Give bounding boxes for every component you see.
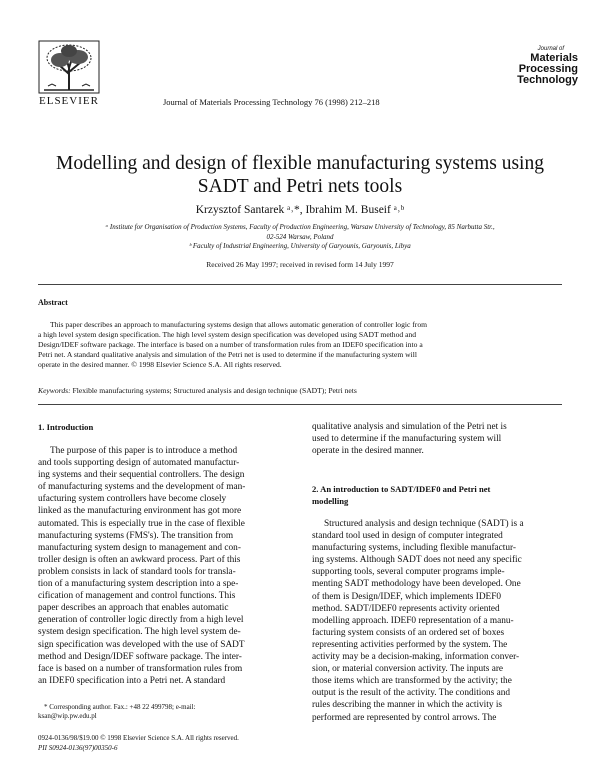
section-heading-sadt — [312, 483, 562, 507]
body-line: ing systems and their sequential controllers. The design — [38, 470, 245, 481]
body-line: paper describes an approach that enables automatic — [38, 603, 229, 614]
section-heading-intro: 1. Introduction — [38, 422, 94, 432]
journal-logo-line3: Technology — [517, 74, 578, 86]
affiliation-a-cont: 02-524 Warsaw, Poland — [266, 232, 334, 241]
affiliation-a: ᵃ Institute for Organisation of Production Systems, Faculty of Production Engineering, Warsaw University of Technology, 85 Narbutta Str., — [105, 223, 495, 231]
elsevier-tree-icon — [38, 40, 100, 94]
body-line: rules describing the manner in which the activity is — [312, 700, 503, 711]
abstract-line: This paper describes an approach to manufacturing systems design that allows automatic generation of controller logic from — [50, 320, 428, 329]
keywords — [38, 386, 357, 395]
body-line: automated. This is especially true in the case of flexible — [38, 518, 245, 529]
body-line: operate in the desired manner. — [312, 446, 424, 457]
body-line: problem consists in lack of standard tools for transla- — [38, 566, 236, 577]
body-line: cification of management and control functions. This — [38, 591, 236, 602]
body-line: sign specification was developed with the use of SADT — [38, 639, 245, 650]
rule-bottom — [38, 404, 562, 405]
body-line: an IDEF0 specification into a Petri net. A standard — [38, 675, 226, 686]
body-line: standard tool used in design of computer integrated — [312, 531, 503, 542]
body-line: sion, or material conversion activity. The inputs are — [312, 664, 504, 675]
journal-logo-of: Journal of — [537, 46, 564, 52]
left-column-body — [38, 445, 284, 687]
body-line: linked as the manufacturing environment has got more — [38, 506, 242, 517]
copyright — [38, 734, 338, 753]
body-line: troller design is often an awkward process. Part of this — [38, 554, 241, 565]
title-line-1: Modelling and design of flexible manufacturing systems using — [56, 153, 544, 174]
body-line: method and Design/IDEF software package. The inter- — [38, 651, 242, 662]
body-line: manufacturing system design to management and con- — [38, 542, 241, 553]
body-line: generation of controller logic directly from a high level — [38, 615, 244, 626]
body-line: of them is Design/IDEF, which implements IDEF0 — [312, 591, 502, 602]
elsevier-logo — [38, 40, 100, 106]
journal-logo-line2: Processing — [518, 63, 578, 75]
body-line: method. SADT/IDEF0 represents activity oriented — [312, 603, 500, 614]
title-line-2: SADT and Petri nets tools — [197, 176, 403, 197]
body-line: The purpose of this paper is to introduce a method — [50, 446, 238, 456]
body-line: used to determine if the manufacturing system will — [312, 434, 502, 445]
body-line: performed are represented by control arrows. The — [312, 712, 497, 723]
body-line: and tools supporting design of automated manufactur- — [38, 458, 240, 469]
body-line: output is the result of the activity. The conditions and — [312, 688, 511, 699]
publisher-name: ELSEVIER — [39, 95, 99, 107]
body-line: facturing system consists of an ordered set of boxes — [312, 627, 505, 638]
right-column-body — [312, 518, 562, 724]
section-heading-line-1: 2. An introduction to SADT/IDEF0 and Petri net — [312, 484, 491, 494]
abstract-line: a high level system design specification. The high level system design specification was developed using SADT method and — [38, 330, 417, 340]
right-column-top — [312, 421, 562, 457]
body-line: of manufacturing systems and the development of man- — [38, 482, 246, 493]
body-line: tion of a manufacturing system description into a spe- — [38, 579, 239, 590]
body-line: menting SADT methodology have been developed. One — [312, 579, 521, 590]
affiliations — [40, 223, 560, 252]
affiliation-b: ᵇ Faculty of Industrial Engineering, University of Garyounis, Garyounis, Libya — [189, 242, 411, 250]
footnote-line-1: * Corresponding author. Fax.: +48 22 499798; e-mail: — [44, 703, 196, 711]
keywords-label: Keywords: — [38, 386, 71, 395]
footnote-line-2: ksan@wip.pw.edu.pl — [38, 712, 97, 720]
received-dates: Received 26 May 1997; received in revised form 14 July 1997 — [206, 260, 394, 269]
body-line: supporting tools, several computer programs imple- — [312, 567, 505, 578]
body-line: ufacturing system controllers have become closely — [38, 494, 227, 505]
body-line: modelling approach. IDEF0 representation of a manu- — [312, 615, 514, 626]
abstract-line: operate in the desired manner. © 1998 Elsevier Science S.A. All rights reserved. — [38, 360, 282, 370]
body-line: face is based on a number of transformation rules from — [38, 663, 243, 674]
abstract-line: Design/IDEF software package. The interface is based on a number of transformation rules from an IDEF0 specification into a — [38, 340, 423, 350]
keywords-text: Flexible manufacturing systems; Structured analysis and design technique (SADT); Petri nets — [70, 386, 357, 395]
body-line: activity may be a decision-making, information conver- — [312, 652, 520, 663]
body-line: manufacturing systems (FMS's). The transition from — [38, 530, 234, 541]
body-line: ing systems. Although SADT does not need any specific — [312, 555, 522, 566]
abstract-line: Petri net. A standard qualitative analysis and simulation of the Petri net is used to determine if the manufacturing system will — [38, 350, 417, 360]
abstract-heading: Abstract — [38, 298, 68, 307]
body-line: representing activities performed by the system. The — [312, 639, 508, 650]
journal-citation: Journal of Materials Processing Technology 76 (1998) 212–218 — [163, 97, 380, 107]
copyright-pii: PII S0924-0136(97)00350-6 — [38, 743, 118, 752]
body-line: manufacturing systems, including flexible manufactur- — [312, 543, 517, 554]
body-line: qualitative analysis and simulation of the Petri net is — [312, 422, 507, 432]
body-line: those items which are transformed by the activity; the — [312, 676, 512, 687]
authors: Krzysztof Santarek ᵃ˒*, Ibrahim M. Buseif ᵃ˒ᵇ — [195, 204, 405, 216]
rule-top — [38, 284, 562, 285]
body-line: Structured analysis and design technique (SADT) is a — [324, 519, 524, 529]
journal-logo — [508, 46, 578, 86]
section-heading-line-2: modelling — [312, 496, 349, 506]
abstract-body — [38, 320, 562, 370]
journal-logo-line1: Materials — [530, 52, 578, 64]
copyright-line-1: 0924-0136/98/$19.00 © 1998 Elsevier Science S.A. All rights reserved. — [38, 734, 239, 742]
body-line: system design specification. The high level system de- — [38, 627, 241, 638]
paper-title — [30, 152, 570, 198]
footnote — [38, 703, 284, 721]
